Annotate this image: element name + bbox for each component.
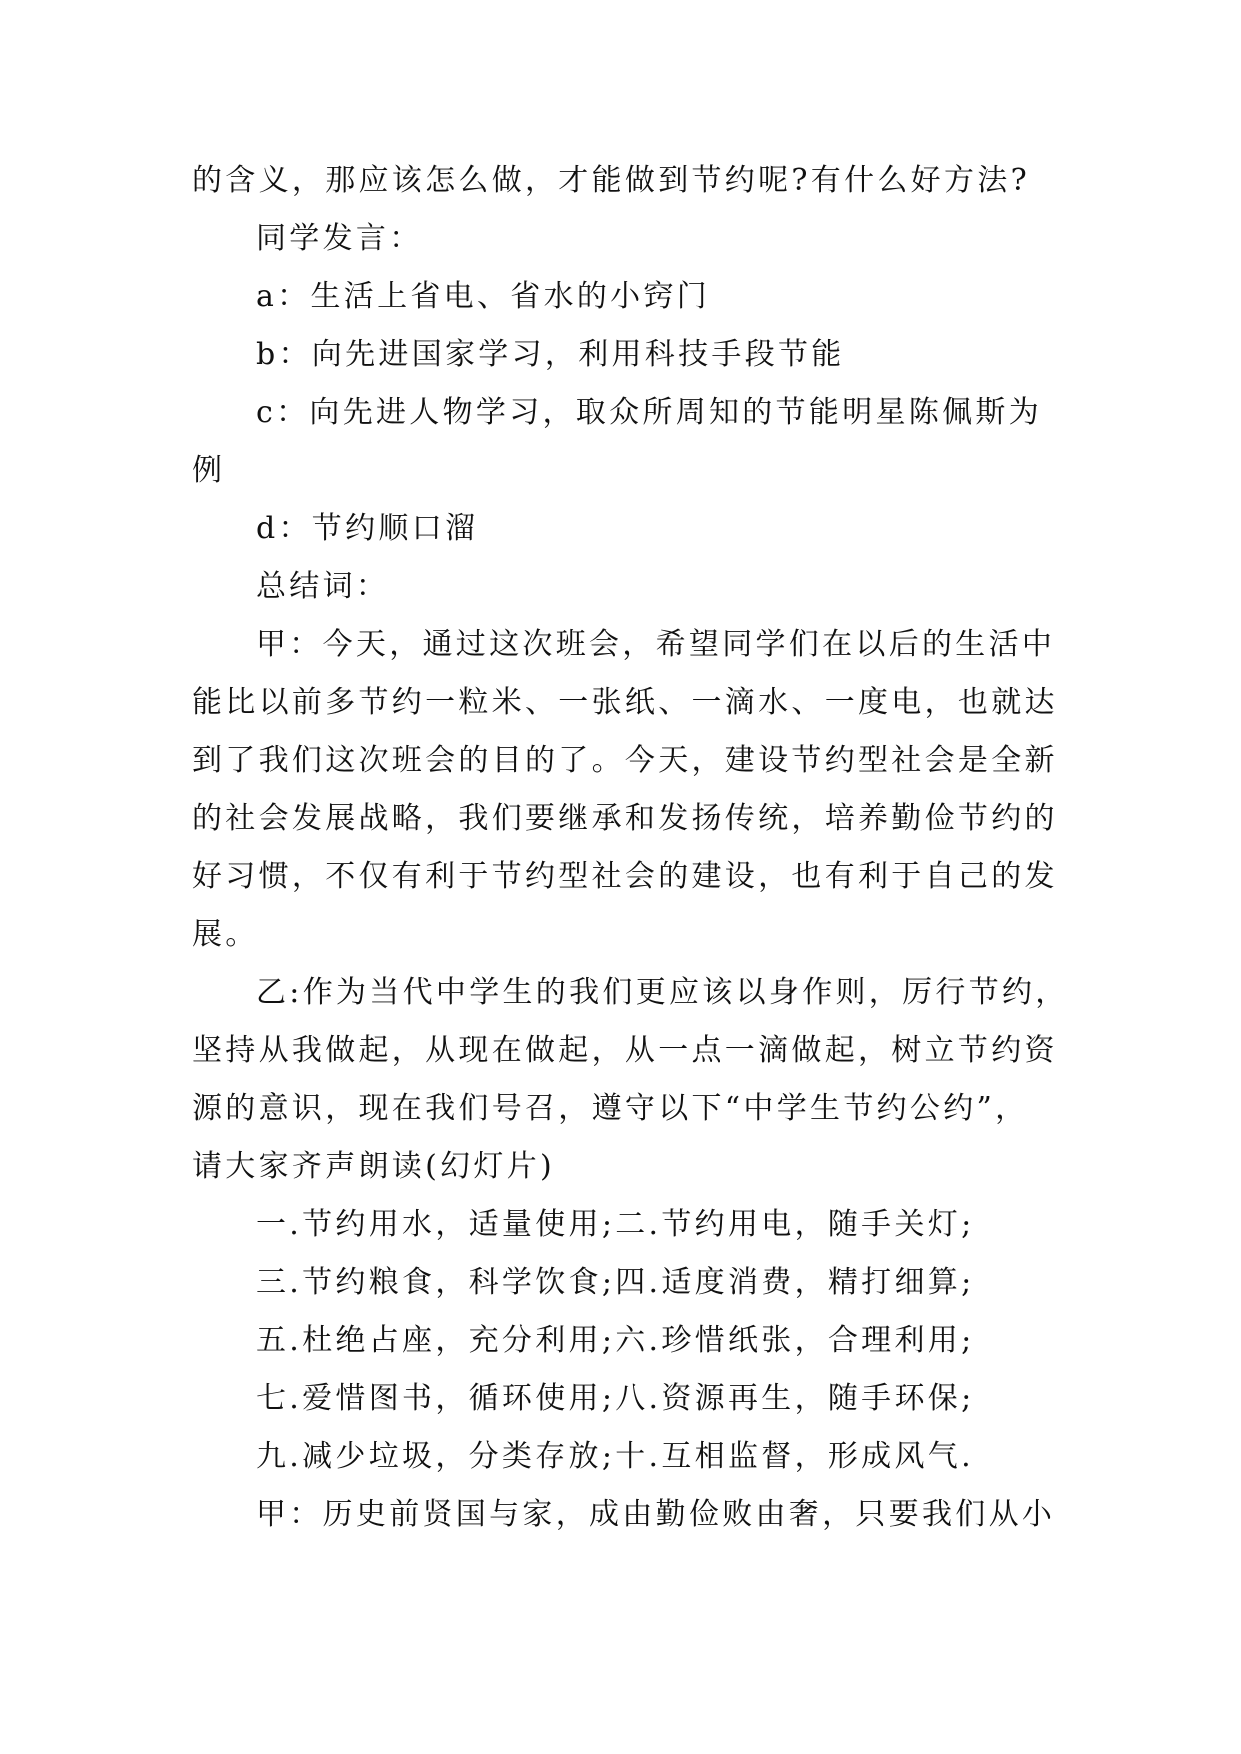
text-line: 甲：历史前贤国与家，成由勤俭败由奢，只要我们从小 [256, 1497, 1056, 1532]
text-line: b：向先进国家学习，利用科技手段节能 [256, 337, 845, 372]
text-line: 能比以前多节约一粒米、一张纸、一滴水、一度电，也就达 [192, 685, 1058, 720]
text-line: 的社会发展战略，我们要继承和发扬传统，培养勤俭节约的 [192, 801, 1058, 836]
text-line: 乙:作为当代中学生的我们更应该以身作则，厉行节约， [256, 975, 1069, 1010]
text-line: 源的意识，现在我们号召，遵守以下“中学生节约公约”， [192, 1091, 1029, 1126]
text-line: 例 [192, 453, 226, 488]
text-line: 好习惯，不仅有利于节约型社会的建设，也有利于自己的发 [192, 859, 1058, 894]
text-line: c：向先进人物学习，取众所周知的节能明星陈佩斯为 [256, 395, 1043, 430]
text-line: 同学发言： [256, 221, 423, 256]
text-line: 三.节约粮食，科学饮食;四.适度消费，精打细算; [256, 1265, 975, 1300]
text-line: 的含义，那应该怎么做，才能做到节约呢?有什么好方法? [192, 163, 1030, 198]
text-line: 请大家齐声朗读(幻灯片) [192, 1149, 556, 1184]
text-line: 坚持从我做起，从现在做起，从一点一滴做起，树立节约资 [192, 1033, 1058, 1068]
text-line: 七.爱惜图书，循环使用;八.资源再生，随手环保; [256, 1381, 975, 1416]
text-line: 九.减少垃圾，分类存放;十.互相监督，形成风气. [256, 1439, 974, 1474]
text-line: d：节约顺口溜 [256, 511, 479, 546]
text-line: 到了我们这次班会的目的了。今天，建设节约型社会是全新 [192, 743, 1058, 778]
text-line: 展。 [192, 917, 259, 952]
text-line: 一.节约用水，适量使用;二.节约用电，随手关灯; [256, 1207, 975, 1242]
text-line: 总结词： [256, 569, 390, 604]
text-line: 五.杜绝占座，充分利用;六.珍惜纸张，合理利用; [256, 1323, 975, 1358]
document-page [192, 152, 1069, 1544]
text-line: a：生活上省电、省水的小窍门 [256, 279, 711, 314]
text-line: 甲：今天，通过这次班会，希望同学们在以后的生活中 [256, 627, 1056, 662]
